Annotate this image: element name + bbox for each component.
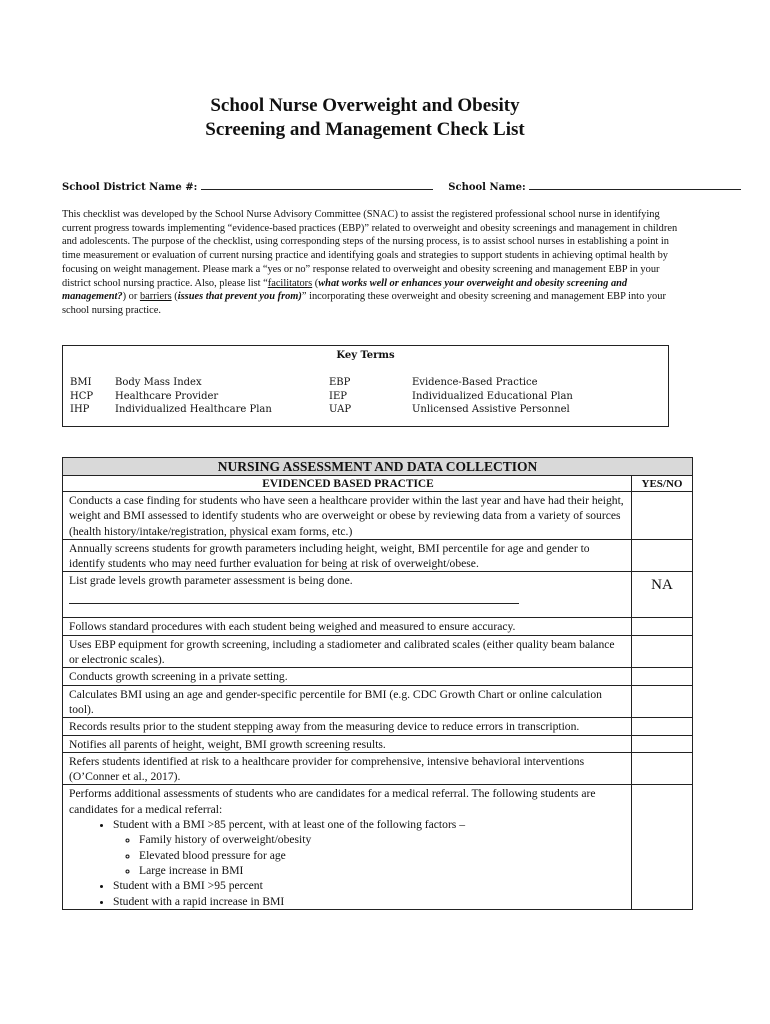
- practice-text: Follows standard procedures with each student being weighed and measured to ensure accuracy.: [63, 618, 632, 634]
- table-row: [63, 540, 692, 573]
- practice-text: Conducts growth screening in a private setting.: [63, 668, 632, 684]
- yes-no-cell[interactable]: [632, 540, 690, 572]
- intro-text-1: This checklist was developed by the School Nurse Advisory Committee (SNAC) to assist the registered professional school nurse in identifying current progress towards implementing “evidence-based practices (EBP)” related to overweight and obesity screenings and management in children and adolescents. The purpose of the checklist, using corresponding steps of the nursing process, is to assist school nurses in establishing a point in time measurement or evaluation of current nursing practice and identifying goals and strategies to support students in achieving optimal health by focusing on weight management. Please mark a “yes or no” response related to overweight and obesity screening and management EBP in your district school nursing practice. Also, please list “: [62, 209, 678, 289]
- list-item-text: Student with a BMI >85 percent, with at least one of the following factors –: [113, 818, 466, 832]
- practice-text: Uses EBP equipment for growth screening, including a stadiometer and calibrated scales (either quality beam balance or electronic scales).: [63, 636, 632, 668]
- yes-no-cell[interactable]: [632, 686, 690, 718]
- school-name-field[interactable]: [529, 180, 741, 190]
- practice-text: Calculates BMI using an age and gender-specific percentile for BMI (e.g. CDC Growth Chart or online calculation tool).: [63, 686, 632, 718]
- key-term-definition: Unlicensed Assistive Personnel: [412, 404, 570, 415]
- document-title-line-1: School Nurse Overweight and Obesity: [210, 95, 520, 116]
- practice-text: Conducts a case finding for students who have seen a healthcare provider within the last year and have had their height, weight and BMI assessed to identify students who are overweight or obese by reviewing data from a variety of sources (health history/intake/registration, physical exam forms, etc.): [63, 492, 632, 539]
- yes-no-cell[interactable]: [632, 753, 690, 785]
- key-term-abbr: HCP: [70, 390, 94, 402]
- list-item: ◦ Family history of overweight/obesity: [139, 832, 627, 847]
- column-header-practice: EVIDENCED BASED PRACTICE: [63, 476, 632, 491]
- intro-paragraph: [62, 208, 682, 318]
- key-term-definition: Evidence-Based Practice: [412, 377, 538, 388]
- table-row: [63, 736, 692, 753]
- barriers-term: barriers: [139, 291, 172, 303]
- key-terms-title: Key Terms: [336, 350, 395, 361]
- key-term-definition: Healthcare Provider: [115, 390, 219, 402]
- list-item: ◦ Large increase in BMI: [139, 863, 627, 878]
- practice-text: Refers students identified at risk to a healthcare provider for comprehensive, intensive behavioral interventions (O’Conner et al., 2017).: [63, 753, 632, 785]
- table-row: [63, 753, 692, 786]
- key-term-abbr: IEP: [329, 390, 347, 402]
- document-title-line-2: Screening and Management Check List: [205, 119, 525, 140]
- intro-text-5: ” incorporating these overweight and obesity screening and management EBP into your school nursing practice.: [62, 291, 666, 316]
- table-header-row: [63, 476, 692, 492]
- list-item: [113, 817, 627, 878]
- facilitators-term: facilitators: [267, 277, 313, 289]
- practice-text: Records results prior to the student stepping away from the measuring device to reduce errors in transcription.: [63, 718, 632, 734]
- yes-no-cell[interactable]: [632, 618, 690, 634]
- key-term-abbr: UAP: [329, 404, 352, 415]
- table-row: [63, 668, 692, 685]
- key-terms-box: [62, 345, 669, 427]
- practice-text: Performs additional assessments of students who are candidates for a medical referral. The following students are candidates for a medical referral:: [69, 787, 596, 816]
- yes-no-cell-na: NA: [651, 577, 673, 594]
- key-term-abbr: IHP: [70, 404, 90, 415]
- practice-cell: [63, 785, 632, 908]
- list-item: ◦ Elevated blood pressure for age: [139, 848, 627, 863]
- key-term-definition: Individualized Educational Plan: [412, 390, 573, 402]
- table-row: [63, 686, 692, 719]
- school-district-field[interactable]: [201, 180, 433, 190]
- practice-text: List grade levels growth parameter assessment is being done.: [69, 574, 353, 588]
- section-title: NURSING ASSESSMENT AND DATA COLLECTION: [63, 458, 692, 476]
- referral-list: [69, 817, 627, 909]
- table-row: [63, 572, 692, 618]
- school-name-label: School Name:: [448, 182, 526, 193]
- table-row: [63, 618, 692, 635]
- practice-text: Annually screens students for growth parameters including height, weight, BMI percentile for age and gender to identify students who may need further evaluation for being at risk of overweight/obese.: [63, 540, 632, 572]
- yes-no-cell[interactable]: [632, 636, 690, 668]
- practice-text: Notifies all parents of height, weight, BMI growth screening results.: [63, 736, 632, 752]
- yes-no-cell[interactable]: [632, 668, 690, 684]
- intro-text-2: (: [312, 277, 319, 289]
- key-term-abbr: BMI: [70, 377, 92, 388]
- list-item: • Student with a BMI >95 percent: [113, 878, 627, 893]
- practice-cell: [63, 572, 632, 617]
- table-row: [63, 718, 692, 735]
- list-item: • Student with a rapid increase in BMI: [113, 894, 627, 909]
- yes-no-cell[interactable]: [632, 718, 690, 734]
- table-row: [63, 492, 692, 540]
- key-term-definition: Individualized Healthcare Plan: [115, 404, 272, 415]
- yes-no-cell[interactable]: [632, 785, 690, 908]
- intro-text-4: (: [171, 291, 178, 303]
- yes-no-cell[interactable]: [632, 492, 690, 539]
- yes-no-cell[interactable]: [632, 736, 690, 752]
- table-row: [63, 785, 692, 908]
- facilitators-description: what works well or enhances your overweight and obesity screening and management?: [62, 277, 628, 303]
- key-term-abbr: EBP: [329, 377, 351, 388]
- nursing-assessment-table: [62, 457, 693, 910]
- grade-levels-field[interactable]: [69, 589, 519, 604]
- intro-text-3: ) or: [122, 291, 140, 303]
- table-row: [63, 636, 692, 669]
- key-term-definition: Body Mass Index: [115, 377, 202, 388]
- school-district-label: School District Name #:: [62, 182, 198, 193]
- barriers-description: issues that prevent you from): [177, 291, 302, 303]
- header-fields: [62, 180, 741, 193]
- referral-sublist: [113, 832, 627, 878]
- column-header-yes-no: YES/NO: [641, 478, 683, 490]
